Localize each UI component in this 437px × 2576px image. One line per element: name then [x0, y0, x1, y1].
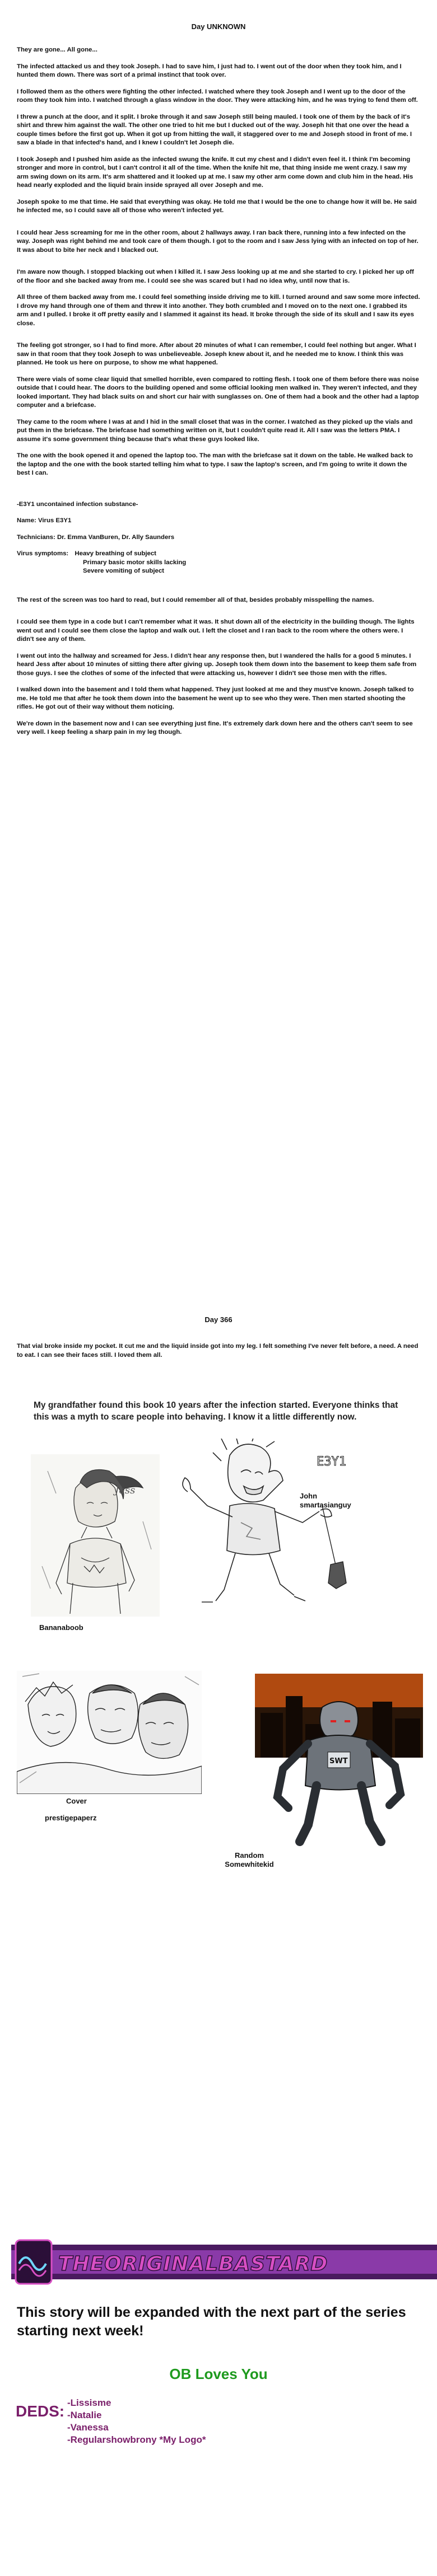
deds-list [67, 2397, 206, 2446]
symptom-item: Heavy breathing of subject [75, 550, 156, 557]
story-paragraph: We're down in the basement now and I can see everything just fine. It's extremely dark down here and the others can't seem to see very well. I keep feeling a sharp pain in my leg though. [17, 720, 413, 736]
portrait-sketch-image [31, 1454, 160, 1617]
story-paragraph: The one with the book opened it and opened the laptop too. The man with the briefcase sat it down on the table. He walked back to the laptop and the one with the book started telling him what to type. I saw the laptop's screen, and I'm going to write it down the best I can. [17, 452, 413, 476]
virus-symptoms [17, 550, 420, 576]
skyline-building [261, 1713, 283, 1758]
story-paragraph: The feeling got stronger, so I had to find more. After about 20 minutes of what I can remember, I could feel nothing but anger. What I saw in that room that they took Joseph to was unbelieveable. Joseph knew about it, and he needed me to know. I think this was planned. He took us here on purpose, to show me what happened. [17, 342, 416, 366]
skyline-building [395, 1718, 420, 1758]
e3y1-label: E3Y1 [317, 1455, 346, 1469]
story-paragraph: The rest of the screen was too hard to read, but I could remember all of that, besides probably misspelling the names. [17, 596, 374, 603]
day-unknown-story [17, 46, 420, 745]
theoriginalbastard-logo [11, 2239, 437, 2285]
story-paragraph: There were vials of some clear liquid that smelled horrible, even compared to rotting flesh. I took one of them before there was noise outside that I could hear. The doors to the building opened and some official looking men walked in. They weren't infected, and they looked important. They had black suits on and short cur hair with sunglasses on. One of them had a book and the other had a laptop computer and a briefcase. [17, 376, 419, 409]
deds-label: DEDS: [16, 2402, 65, 2420]
ded-item: -Regularshowbrony *My Logo* [67, 2434, 206, 2445]
symptom-item: Primary basic motor skills lacking [83, 559, 187, 566]
credit-prestigepaperz: prestigepaperz [45, 1814, 97, 1822]
credit-random [218, 1851, 280, 1869]
story-paragraph: I could see them type in a code but I can't remember what it was. It shut down all of the electricity in the building though. The lights went out and I could see them close the laptop and walk out. I left the closet and I ran back to the room where the others were. I didn't see any of them. [17, 619, 415, 643]
credit-john [300, 1492, 351, 1510]
story-paragraph: I could hear Jess screaming for me in the other room, about 2 hallways away. I ran back there, running into a few infected on the way. Joseph was right behind me and took care of them though. I got to the room and I saw Jess lying with an infected on top of her. It was about to bite her neck and I blacked out. [17, 229, 419, 254]
credit-john-title: John [300, 1492, 318, 1500]
ded-item: -Lissisme [67, 2397, 111, 2408]
random-robot-image [255, 1674, 423, 1847]
day-366-story [17, 1342, 420, 1367]
story-paragraph: They came to the room where I was at and I hid in the small closet that was in the corner. I watched as they picked up the vials and put them in the briefcase. The briefcase had something written on it, but I couldn't quite read it. All I saw was the letters PMA. I assume it's some government thing because that's what these guys looked like. [17, 418, 413, 443]
credit-cover-title: Cover [66, 1797, 87, 1805]
logo-band-top [11, 2245, 437, 2250]
technicians: Technicians: Dr. Emma VanBuren, Dr. Ally Saunders [17, 533, 175, 541]
ob-loves-you: OB Loves You [169, 2366, 268, 2382]
ded-item: -Natalie [67, 2410, 102, 2420]
epilogue-text: My grandfather found this book 10 years after the infection started. Everyone thinks that this was a myth to scare people into behaving. I know it a little differently now. [34, 1401, 398, 1422]
credit-bananaboob: Bananaboob [39, 1623, 83, 1632]
story-paragraph: I walked down into the basement and I told them what happened. They just looked at me and they must've known. Joseph talked to me. He told me that after he took them down into the basement he went up to see who they were. Then men started shooting the rifles. He got out of their way without them noticing. [17, 686, 414, 710]
story-paragraph: They are gone... All gone... [17, 46, 97, 53]
symptoms-label: Virus symptoms: [17, 550, 69, 557]
credit-somewhitekid: Somewhitekid [225, 1860, 274, 1868]
chest-text: SWT [329, 1757, 348, 1765]
story-paragraph: I'm aware now though. I stopped blacking out when I killed it. I saw Jess looking up at me and she started to cry. I picked her up off of the floor and she backed away from me. I could see she was scared but I had no idea why, until now that is. [17, 269, 414, 284]
story-paragraph: Joseph spoke to me that time. He said that everything was okay. He told me that I would be the one to change how it will be. He said he infected me, so I could save all of those who weren't infected yet. [17, 198, 417, 214]
virus-name: Name: Virus E3Y1 [17, 517, 72, 524]
story-paragraph: That vial broke inside my pocket. It cut me and the liquid inside got into my leg. I felt something I've never felt before, a need. A need to eat. I can see their faces still. I loved them all. [17, 1343, 419, 1359]
story-paragraph: The infected attacked us and they took Joseph. I had to save him, I just had to. I went out of the door when they took him, and I hunted them down. There was sort of a primal instinct that took over. [17, 63, 402, 78]
john-zombie-image [168, 1439, 353, 1607]
story-paragraph: I took Joseph and I pushed him aside as the infected swung the knife. It cut my chest and I didn't even feel it. I think I'm becoming stronger and more in control, but I can't control it all of the time. When the knife hit me, that thing inside me went crazy. I saw my arm swing down on its arm. It's arm shattered and it looked up at me. I saw my other arm come down and club him in the head. His head nearly exploded and the liquid brain inside sprayed all over Joseph and me. [17, 156, 413, 189]
ded-item: -Vanessa [67, 2422, 109, 2433]
symptom-item: Severe vomiting of subject [83, 568, 164, 574]
credit-random-title: Random [235, 1851, 264, 1860]
credit-john-artist: smartasianguy [300, 1501, 351, 1509]
logo-text: THEORIGINALBASTARD [58, 2252, 328, 2275]
story-paragraph: I followed them as the others were fighting the other infected. I watched where they took Joseph and I went up to the door of the room they took him into. I watched through a glass window in the door. They were attacking him, and he was trying to fend them off. [17, 88, 418, 104]
day-366-title: Day 366 [204, 1315, 233, 1324]
day-unknown-title: Day UNKNOWN [191, 22, 246, 31]
jess-signature: Jess [115, 1484, 136, 1496]
story-paragraph: I threw a punch at the door, and it split. I broke through it and saw Joseph still being mauled. I took one of them by the back of it's shirt and threw him against the wall. The other one tried to hit me but I ducked out of the way. Joseph hit that one over the head a couple times before the first got up. When it got up from hitting the wall, it staggered over to me and Joseph stood in front of me. I saw a blade in that infected's hand, and I knew I couldn't let Joseph die. [17, 113, 412, 146]
story-paragraph: I went out into the hallway and screamed for Jess. I didn't hear any response then, but I wandered the halls for a good 5 minutes. I heard Jess after about 10 minutes of sitting there after giving up. Joseph took them down into the basement to keep them safe from those guys. I see the clothes of some of the infected that were attacking us, however I didn't see those men with the rifles. [17, 652, 417, 677]
substance-heading: -E3Y1 uncontained infection substance- [17, 500, 138, 508]
story-paragraph: All three of them backed away from me. I could feel something inside driving me to kill. I turned around and saw some more infected. I drove my hand through one of them and threw it into another. They both crumbled and I moved on to the next one. I grabbed its arm and I pulled. I broke it off pretty easily and I slammed it against its head. It broke through the side of its skull and I saw its eyes close. [17, 294, 420, 327]
expand-message: This story will be expanded with the next part of the series starting next week! [17, 2305, 406, 2339]
cover-sketch-image [17, 1671, 202, 1794]
